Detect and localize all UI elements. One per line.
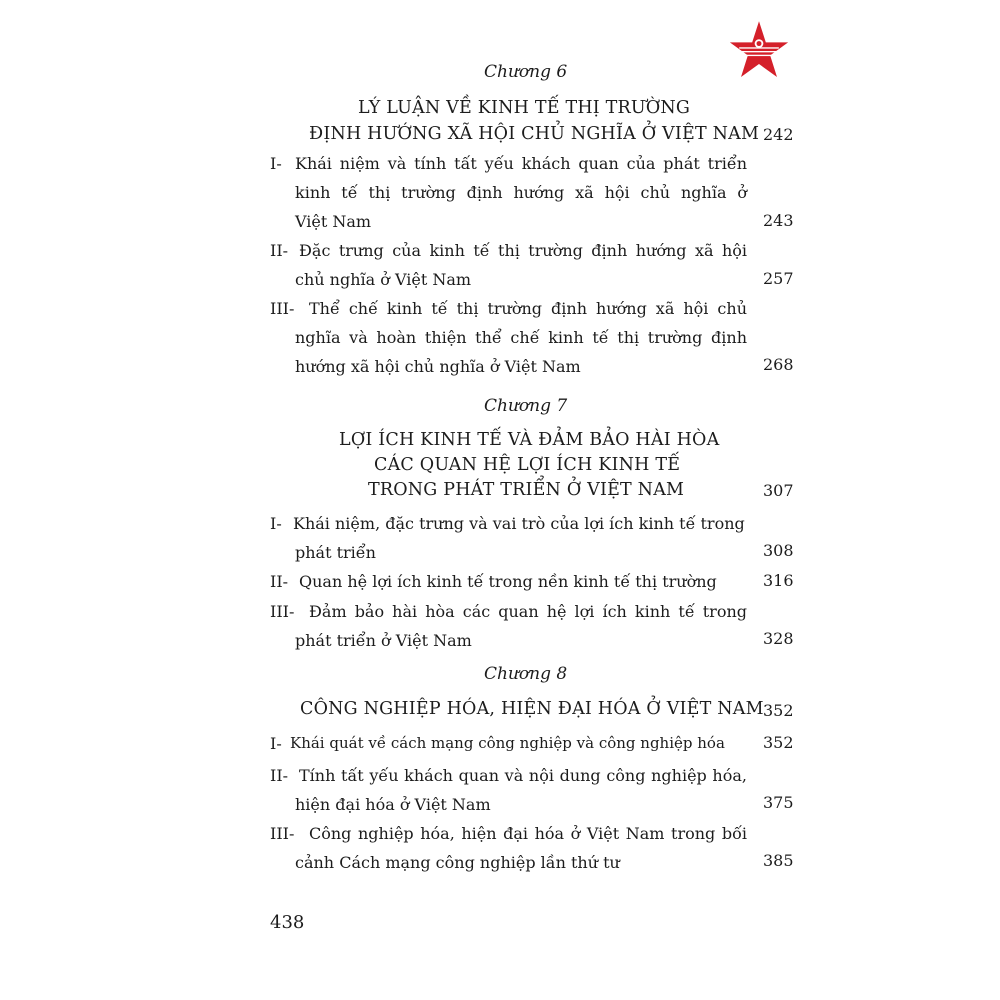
section-page-number[interactable]: 308 (763, 541, 794, 560)
chapter-page-number[interactable]: 352 (763, 701, 794, 720)
chapter-title-line: ĐỊNH HƯỚNG XÃ HỘI CHỦ NGHĨA Ở VIỆT NAM (309, 124, 760, 144)
section-number: II- (270, 766, 289, 785)
section-text-line: chủ nghĩa ở Việt Nam (295, 270, 472, 289)
page-number-footer: 438 (270, 912, 305, 933)
section-text-line: Đảm bảo hài hòa các quan hệ lợi ích kinh tế trong (309, 602, 747, 621)
chapter-title-line: LỢI ÍCH KINH TẾ VÀ ĐẢM BẢO HÀI HÒA (339, 430, 720, 450)
chapter-title-line: TRONG PHÁT TRIỂN Ở VIỆT NAM (368, 480, 685, 500)
section-text-line: Khái niệm, đặc trưng và vai trò của lợi ích kinh tế trong (293, 514, 745, 533)
section-page-number[interactable]: 352 (763, 733, 794, 752)
section-number: III- (270, 602, 295, 621)
section-text-line: Đặc trưng của kinh tế thị trường định hướng xã hội (299, 241, 747, 260)
section-text-line: phát triển (295, 543, 376, 562)
section-text-line: kinh tế thị trường định hướng xã hội chủ nghĩa ở (295, 183, 747, 202)
section-text-line: nghĩa và hoàn thiện thể chế kinh tế thị trường định (295, 328, 747, 347)
section-number: III- (270, 299, 295, 318)
section-text-line: hướng xã hội chủ nghĩa ở Việt Nam (295, 357, 581, 376)
section-number: I- (270, 154, 282, 173)
section-text-line: Công nghiệp hóa, hiện đại hóa ở Việt Nam trong bối (309, 824, 747, 843)
chapter-page-number[interactable]: 242 (763, 125, 794, 144)
chapter-page-number[interactable]: 307 (763, 481, 794, 500)
section-text-line: Thể chế kinh tế thị trường định hướng xã hội chủ (309, 299, 747, 318)
section-number: I- (270, 514, 282, 533)
section-text-line: cảnh Cách mạng công nghiệp lần thứ tư (295, 853, 620, 872)
section-number: II- (270, 241, 289, 260)
section-text-line: Khái niệm và tính tất yếu khách quan của phát triển (295, 154, 747, 173)
section-text-line: Quan hệ lợi ích kinh tế trong nền kinh tế thị trường (299, 572, 717, 591)
section-page-number[interactable]: 268 (763, 355, 794, 374)
chapter-label: Chương 6 (484, 62, 568, 82)
section-page-number[interactable]: 375 (763, 793, 794, 812)
section-page-number[interactable]: 316 (763, 571, 794, 590)
chapter-label: Chương 8 (484, 664, 568, 684)
section-number: I- (270, 734, 282, 753)
section-page-number[interactable]: 328 (763, 629, 794, 648)
chapter-title-line: CÔNG NGHIỆP HÓA, HIỆN ĐẠI HÓA Ở VIỆT NAM (300, 699, 764, 719)
section-page-number[interactable]: 243 (763, 211, 794, 230)
section-text-line: Tính tất yếu khách quan và nội dung công nghiệp hóa, (299, 766, 747, 785)
section-text-line: hiện đại hóa ở Việt Nam (295, 795, 491, 814)
section-number: III- (270, 824, 295, 843)
section-text-line: Việt Nam (295, 212, 372, 231)
section-page-number[interactable]: 385 (763, 851, 794, 870)
section-text-line: Khái quát về cách mạng công nghiệp và công nghiệp hóa (290, 734, 725, 752)
red-star-emblem-icon (728, 20, 790, 82)
section-page-number[interactable]: 257 (763, 269, 794, 288)
chapter-label: Chương 7 (484, 396, 568, 416)
section-text-line: phát triển ở Việt Nam (295, 631, 472, 650)
chapter-title-line: CÁC QUAN HỆ LỢI ÍCH KINH TẾ (374, 455, 681, 475)
section-number: II- (270, 572, 289, 591)
chapter-title-line: LÝ LUẬN VỀ KINH TẾ THỊ TRƯỜNG (358, 98, 691, 118)
